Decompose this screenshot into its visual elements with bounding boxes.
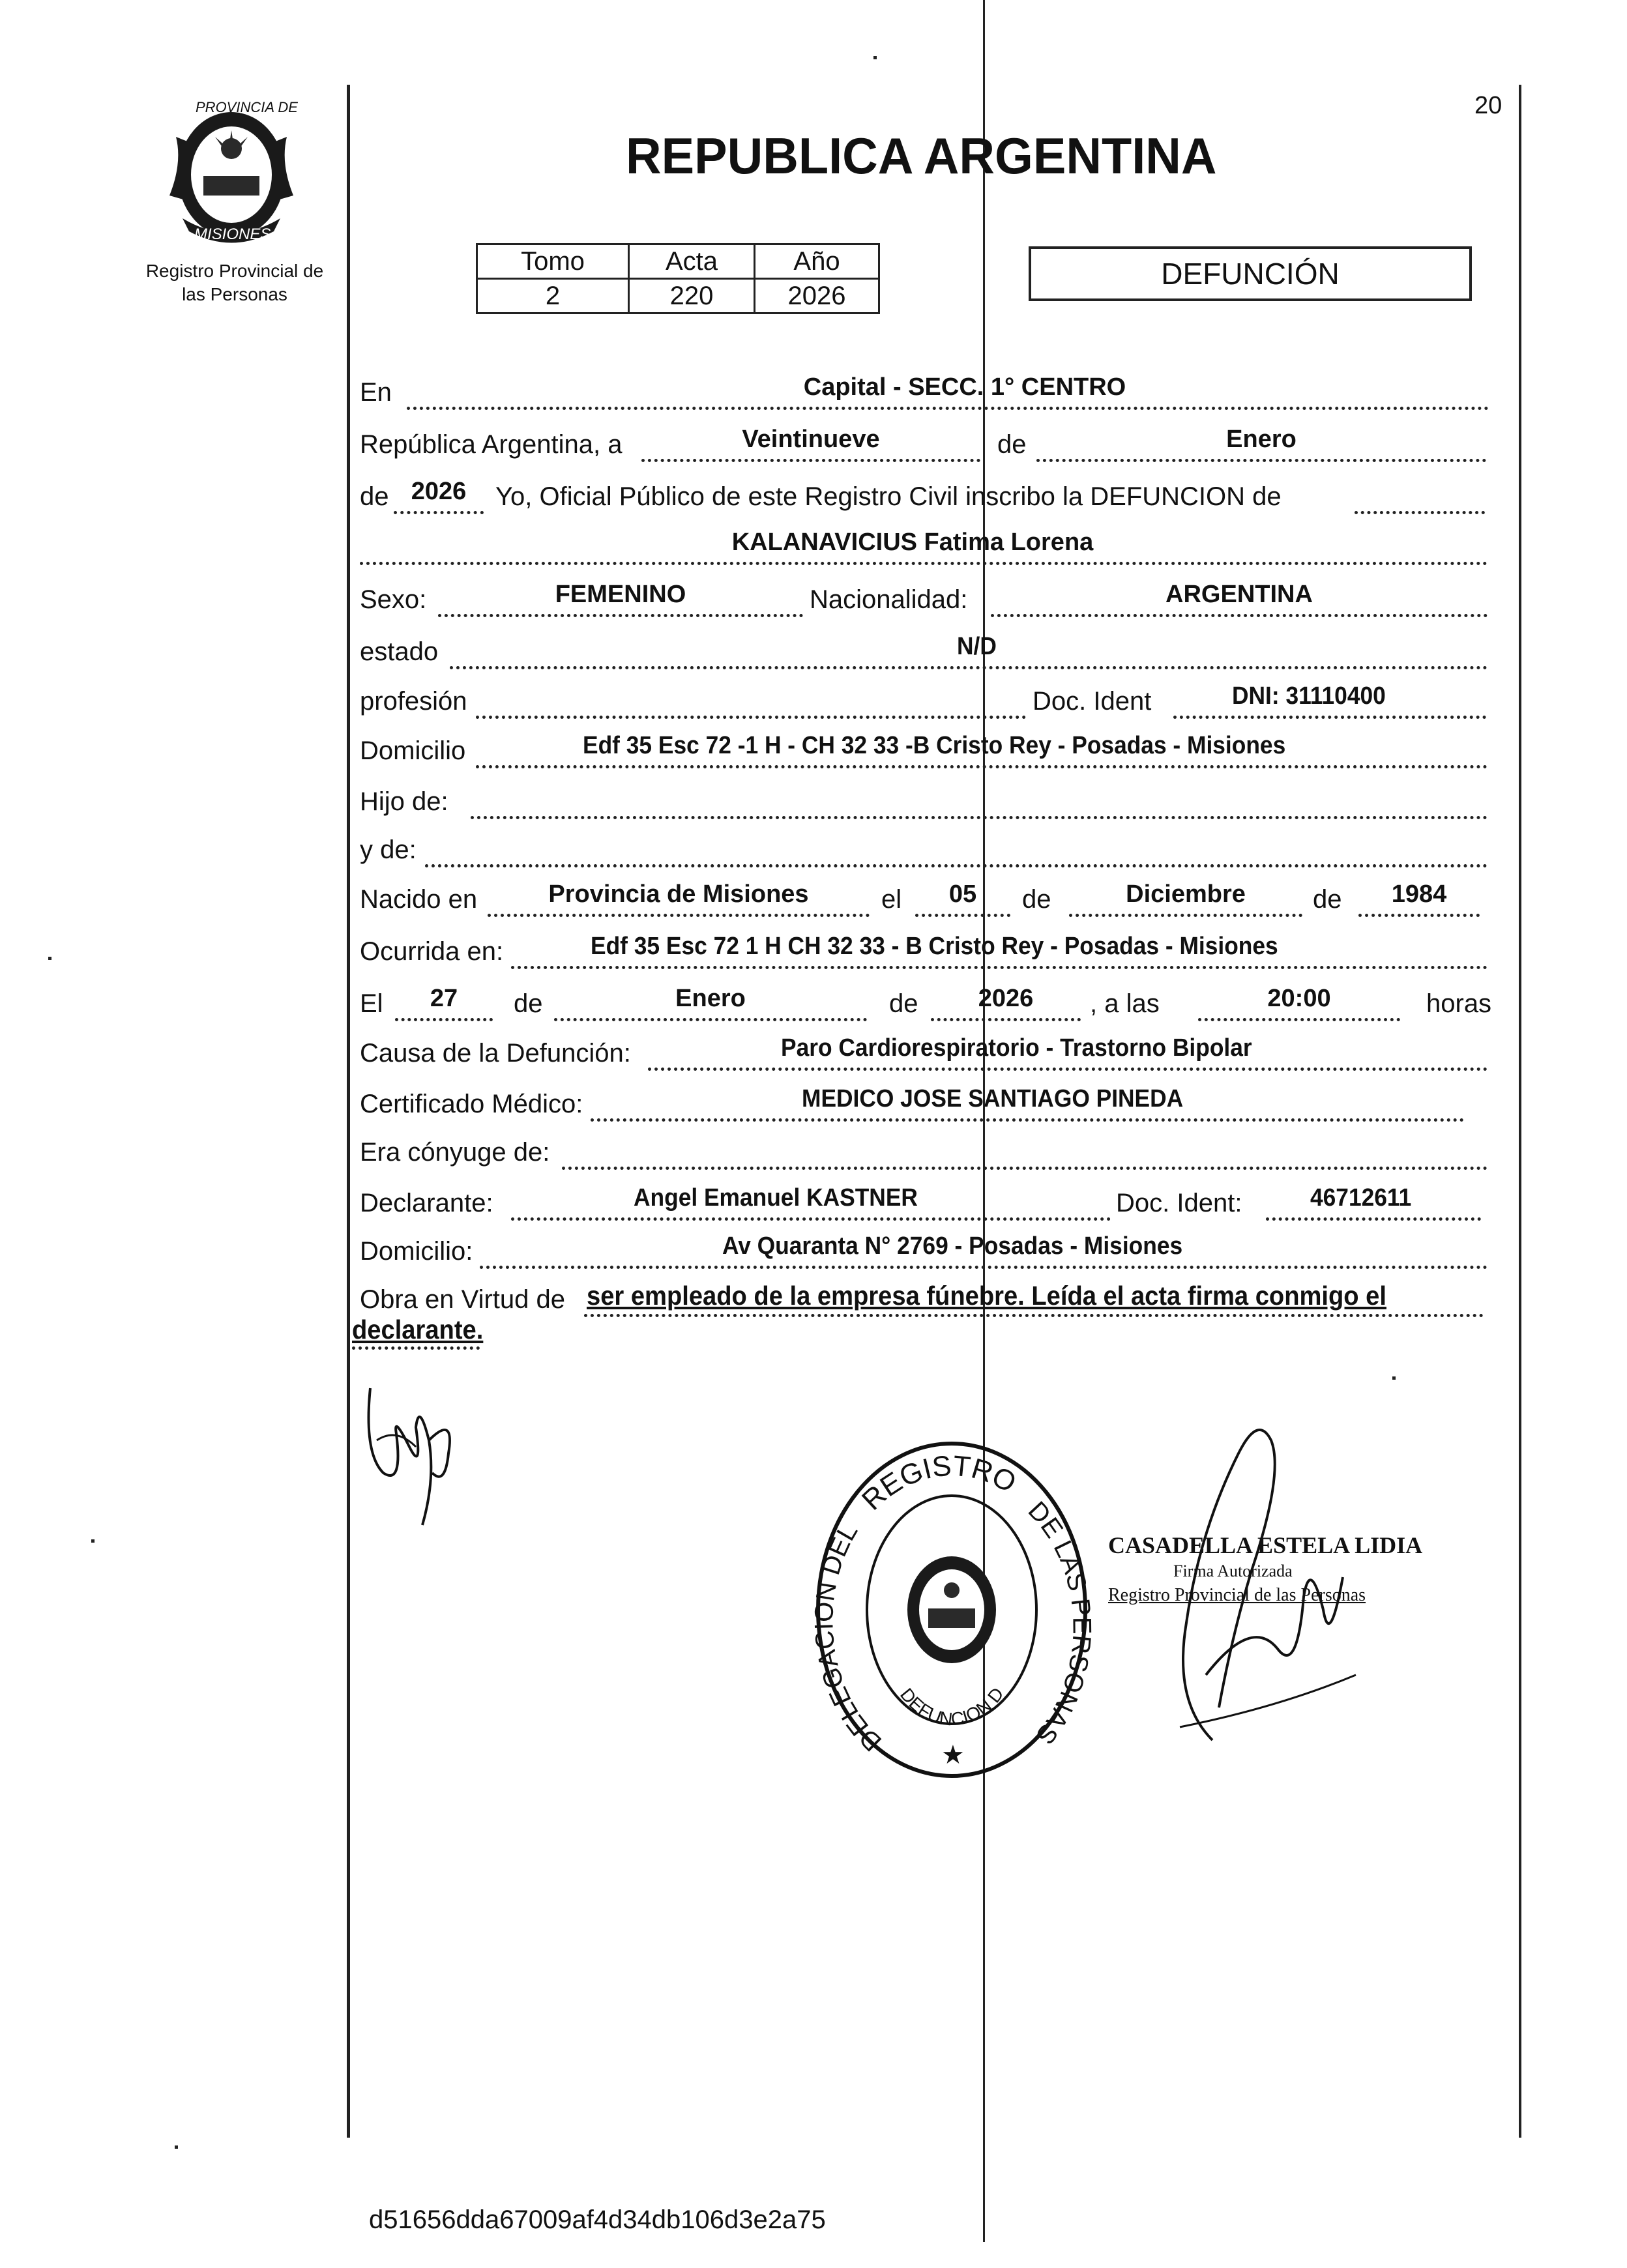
scan-speck	[91, 1539, 95, 1543]
official-signature-icon	[357, 1375, 475, 1545]
seal-left-arc: DELEGACION DEL	[810, 1519, 888, 1757]
nacionalidad-value: ARGENTINA	[1165, 581, 1313, 608]
ocurrida-value: Edf 35 Esc 72 1 H CH 32 33 - B Cristo Rey - Posadas - Misiones	[591, 933, 1278, 960]
sexo-value: FEMENINO	[555, 581, 686, 608]
domicilio-line	[476, 765, 1488, 768]
nacionalidad-line	[991, 614, 1488, 617]
obra-line	[584, 1314, 1484, 1317]
intro-text: Yo, Oficial Público de este Registro Civil inscribo la DEFUNCION de	[495, 482, 1282, 511]
profesion-line	[476, 716, 1026, 719]
record-table	[476, 243, 880, 314]
causa-label: Causa de la Defunción:	[360, 1039, 631, 1068]
death-de-label: de	[514, 989, 543, 1018]
obra-value-1: ser empleado de la empresa fúnebre. Leída el acta firma conmigo el	[587, 1281, 1386, 1311]
month-text: Enero	[1226, 426, 1297, 453]
scan-speck	[48, 957, 51, 960]
conyuge-label: Era cónyuge de:	[360, 1138, 550, 1167]
scan-speck	[1392, 1376, 1396, 1380]
death-year-line	[931, 1018, 1081, 1021]
intro-trailing-line	[1355, 511, 1485, 514]
stamp-name: CASADELLA ESTELA LIDIA	[1108, 1532, 1423, 1558]
death-time-line	[1198, 1018, 1400, 1021]
domicilio2-label: Domicilio:	[360, 1237, 473, 1266]
day-text: Veintinueve	[742, 426, 880, 453]
deceased-name-line	[360, 562, 1488, 565]
month-line	[1036, 459, 1486, 462]
birth-year: 1984	[1391, 880, 1447, 908]
en-label: En	[360, 378, 392, 407]
document-hash: d51656dda67009af4d34db106d3e2a75	[369, 2205, 826, 2234]
authorized-stamp	[1108, 1401, 1447, 1766]
sexo-line	[438, 614, 803, 617]
el-label: el	[881, 885, 902, 914]
doc2-line	[1266, 1217, 1481, 1221]
registry-seal	[808, 1434, 1095, 1786]
scan-speck	[175, 2145, 178, 2149]
deceased-name: KALANAVICIUS Fatima Lorena	[731, 529, 1094, 556]
emblem-bottom-text: MISIONES	[194, 225, 271, 243]
record-header-acta: Acta	[629, 244, 755, 279]
alas-label: , a las	[1090, 989, 1160, 1018]
seal-right-arc: DE LAS PERSONAS	[1022, 1496, 1095, 1750]
registry-name-line2: las Personas	[182, 284, 287, 304]
estado-line	[450, 666, 1488, 669]
death-time: 20:00	[1267, 985, 1331, 1012]
page-number: 20	[1474, 92, 1502, 119]
seal-star: ★	[941, 1740, 965, 1770]
obra-label: Obra en Virtud de	[360, 1285, 566, 1314]
domicilio-value: Edf 35 Esc 72 -1 H - CH 32 33 -B Cristo Rey - Posadas - Misiones	[583, 732, 1286, 759]
death-year: 2026	[978, 985, 1034, 1012]
nacido-place-line	[488, 914, 870, 917]
scan-speck	[873, 56, 877, 59]
declarante-value: Angel Emanuel KASTNER	[634, 1184, 918, 1212]
right-margin-rule	[1519, 85, 1521, 2138]
record-header-tomo: Tomo	[477, 244, 629, 279]
domicilio2-value: Av Quaranta N° 2769 - Posadas - Misiones	[722, 1232, 1183, 1260]
cert-label: Certificado Médico:	[360, 1090, 583, 1118]
estado-label: estado	[360, 637, 439, 666]
year-line	[394, 511, 484, 514]
declarante-label: Declarante:	[360, 1189, 493, 1217]
death-month-line	[554, 1018, 867, 1021]
causa-line	[648, 1068, 1488, 1071]
birth-month: Diciembre	[1126, 880, 1246, 908]
birth-de2-label: de	[1313, 885, 1342, 914]
day-line	[641, 459, 980, 462]
horas-label: horas	[1426, 989, 1492, 1018]
record-value-ano: 2026	[755, 279, 879, 313]
stamp-title: Firma Autorizada	[1173, 1562, 1293, 1580]
death-day-line	[395, 1018, 493, 1021]
record-header-ano: Año	[755, 244, 879, 279]
hijo-line	[471, 816, 1488, 819]
causa-value: Paro Cardiorespiratorio - Trastorno Bipolar	[781, 1034, 1252, 1062]
obra-value-2: declarante.	[352, 1315, 484, 1345]
hijo-label: Hijo de:	[360, 787, 448, 816]
doc-value: DNI: 31110400	[1232, 682, 1386, 710]
act-type-box: DEFUNCIÓN	[1029, 246, 1472, 301]
death-de2-label: de	[889, 989, 918, 1018]
declarante-line	[511, 1217, 1111, 1221]
cert-value: MEDICO JOSE SANTIAGO PINEDA	[802, 1085, 1184, 1112]
record-value-tomo: 2	[477, 279, 629, 313]
el2-label: El	[360, 989, 383, 1018]
nacido-place: Provincia de Misiones	[548, 880, 809, 908]
birth-year-line	[1358, 914, 1480, 917]
left-margin-rule	[347, 85, 350, 2138]
birth-day: 05	[948, 880, 977, 908]
ocurrida-line	[511, 966, 1488, 969]
yde-label: y de:	[360, 836, 417, 864]
estado-value: N/D	[957, 633, 997, 660]
emblem-top-text: PROVINCIA DE	[196, 99, 298, 115]
record-value-acta: 220	[629, 279, 755, 313]
birth-month-line	[1069, 914, 1302, 917]
birth-de-label: de	[1022, 885, 1051, 914]
page-title: REPUBLICA ARGENTINA	[626, 127, 1217, 184]
nacionalidad-label: Nacionalidad:	[810, 585, 968, 614]
cert-line	[591, 1118, 1464, 1122]
doc-line	[1173, 716, 1486, 719]
en-line	[407, 407, 1489, 410]
year-value: 2026	[411, 478, 467, 505]
registry-seal-icon	[808, 1434, 1095, 1786]
doc2-label: Doc. Ident:	[1116, 1189, 1242, 1217]
profesion-label: profesión	[360, 687, 467, 716]
seal-emblem-icon	[907, 1556, 996, 1663]
en-value: Capital - SECC. 1° CENTRO	[803, 373, 1126, 401]
obra-line-2	[352, 1346, 480, 1350]
registry-name-line1: Registro Provincial de	[145, 261, 324, 281]
domicilio-label: Domicilio	[360, 736, 466, 765]
seal-top-arc: REGISTRO	[856, 1449, 1021, 1517]
seal-bottom-arc: DEFUNCION D	[896, 1683, 1008, 1730]
de-label: de	[997, 430, 1027, 459]
nacido-label: Nacido en	[360, 885, 478, 914]
ocurrida-label: Ocurrida en:	[360, 937, 504, 966]
death-day: 27	[430, 985, 458, 1012]
de-year-label: de	[360, 482, 389, 511]
province-emblem	[156, 98, 306, 248]
conyuge-line	[562, 1167, 1488, 1170]
death-month: Enero	[675, 985, 746, 1012]
birth-day-line	[915, 914, 1010, 917]
doc-label: Doc. Ident	[1033, 687, 1152, 716]
stamp-registry: Registro Provincial de las Personas	[1108, 1585, 1366, 1605]
sexo-label: Sexo:	[360, 585, 427, 614]
rep-label: República Argentina, a	[360, 430, 623, 459]
doc2-value: 46712611	[1310, 1184, 1412, 1212]
authorized-signature-icon	[1108, 1401, 1447, 1766]
domicilio2-line	[480, 1266, 1488, 1269]
official-signature	[357, 1375, 475, 1545]
yde-line	[425, 864, 1488, 867]
